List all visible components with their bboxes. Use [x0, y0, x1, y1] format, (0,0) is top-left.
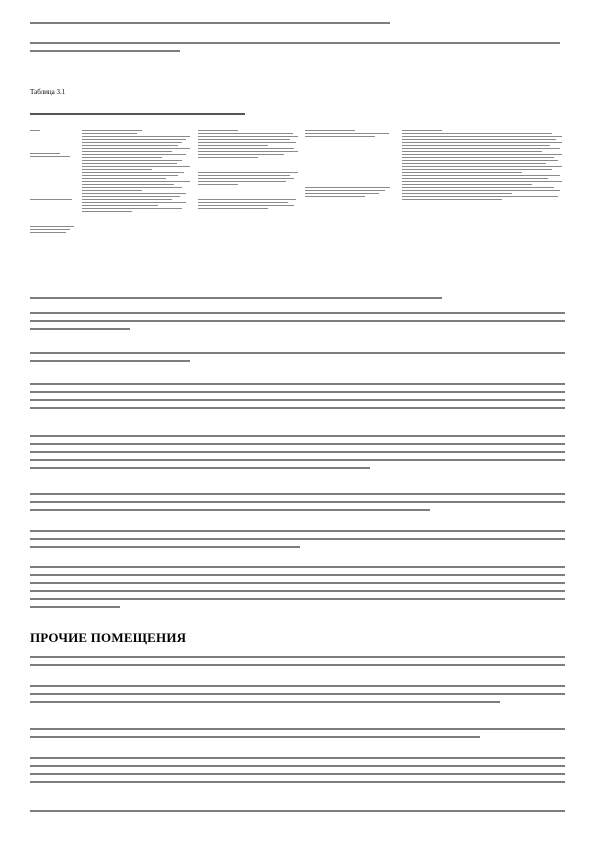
paragraph-workshops [30, 352, 565, 368]
paragraph-2-12 [30, 566, 565, 614]
requirements-table [30, 130, 565, 288]
paragraph-2-15 [30, 757, 565, 789]
table-column-2 [82, 130, 190, 214]
paragraph-aisles [30, 312, 565, 336]
paragraph-2-8 [30, 383, 565, 415]
paragraph-2-14 [30, 728, 565, 744]
paragraph-2-10 [30, 493, 565, 517]
paragraph-2-11 [30, 530, 565, 554]
paragraph-intro-2 [30, 42, 565, 58]
table-column-1 [30, 130, 75, 235]
paragraph-2-13 [30, 656, 565, 672]
paragraph-intro-1 [30, 22, 565, 30]
paragraph-2-9 [30, 435, 565, 475]
table-title [30, 113, 565, 121]
paragraph-2-7 [30, 297, 565, 305]
paragraph-wheelchair-places [30, 685, 565, 709]
paragraph-2-16 [30, 810, 565, 818]
table-caption: Таблица 3.1 [30, 88, 66, 96]
table-column-4 [305, 130, 390, 199]
table-column-3 [198, 130, 298, 211]
section-heading: ПРОЧИЕ ПОМЕЩЕНИЯ [30, 630, 187, 645]
table-column-5 [402, 130, 562, 202]
